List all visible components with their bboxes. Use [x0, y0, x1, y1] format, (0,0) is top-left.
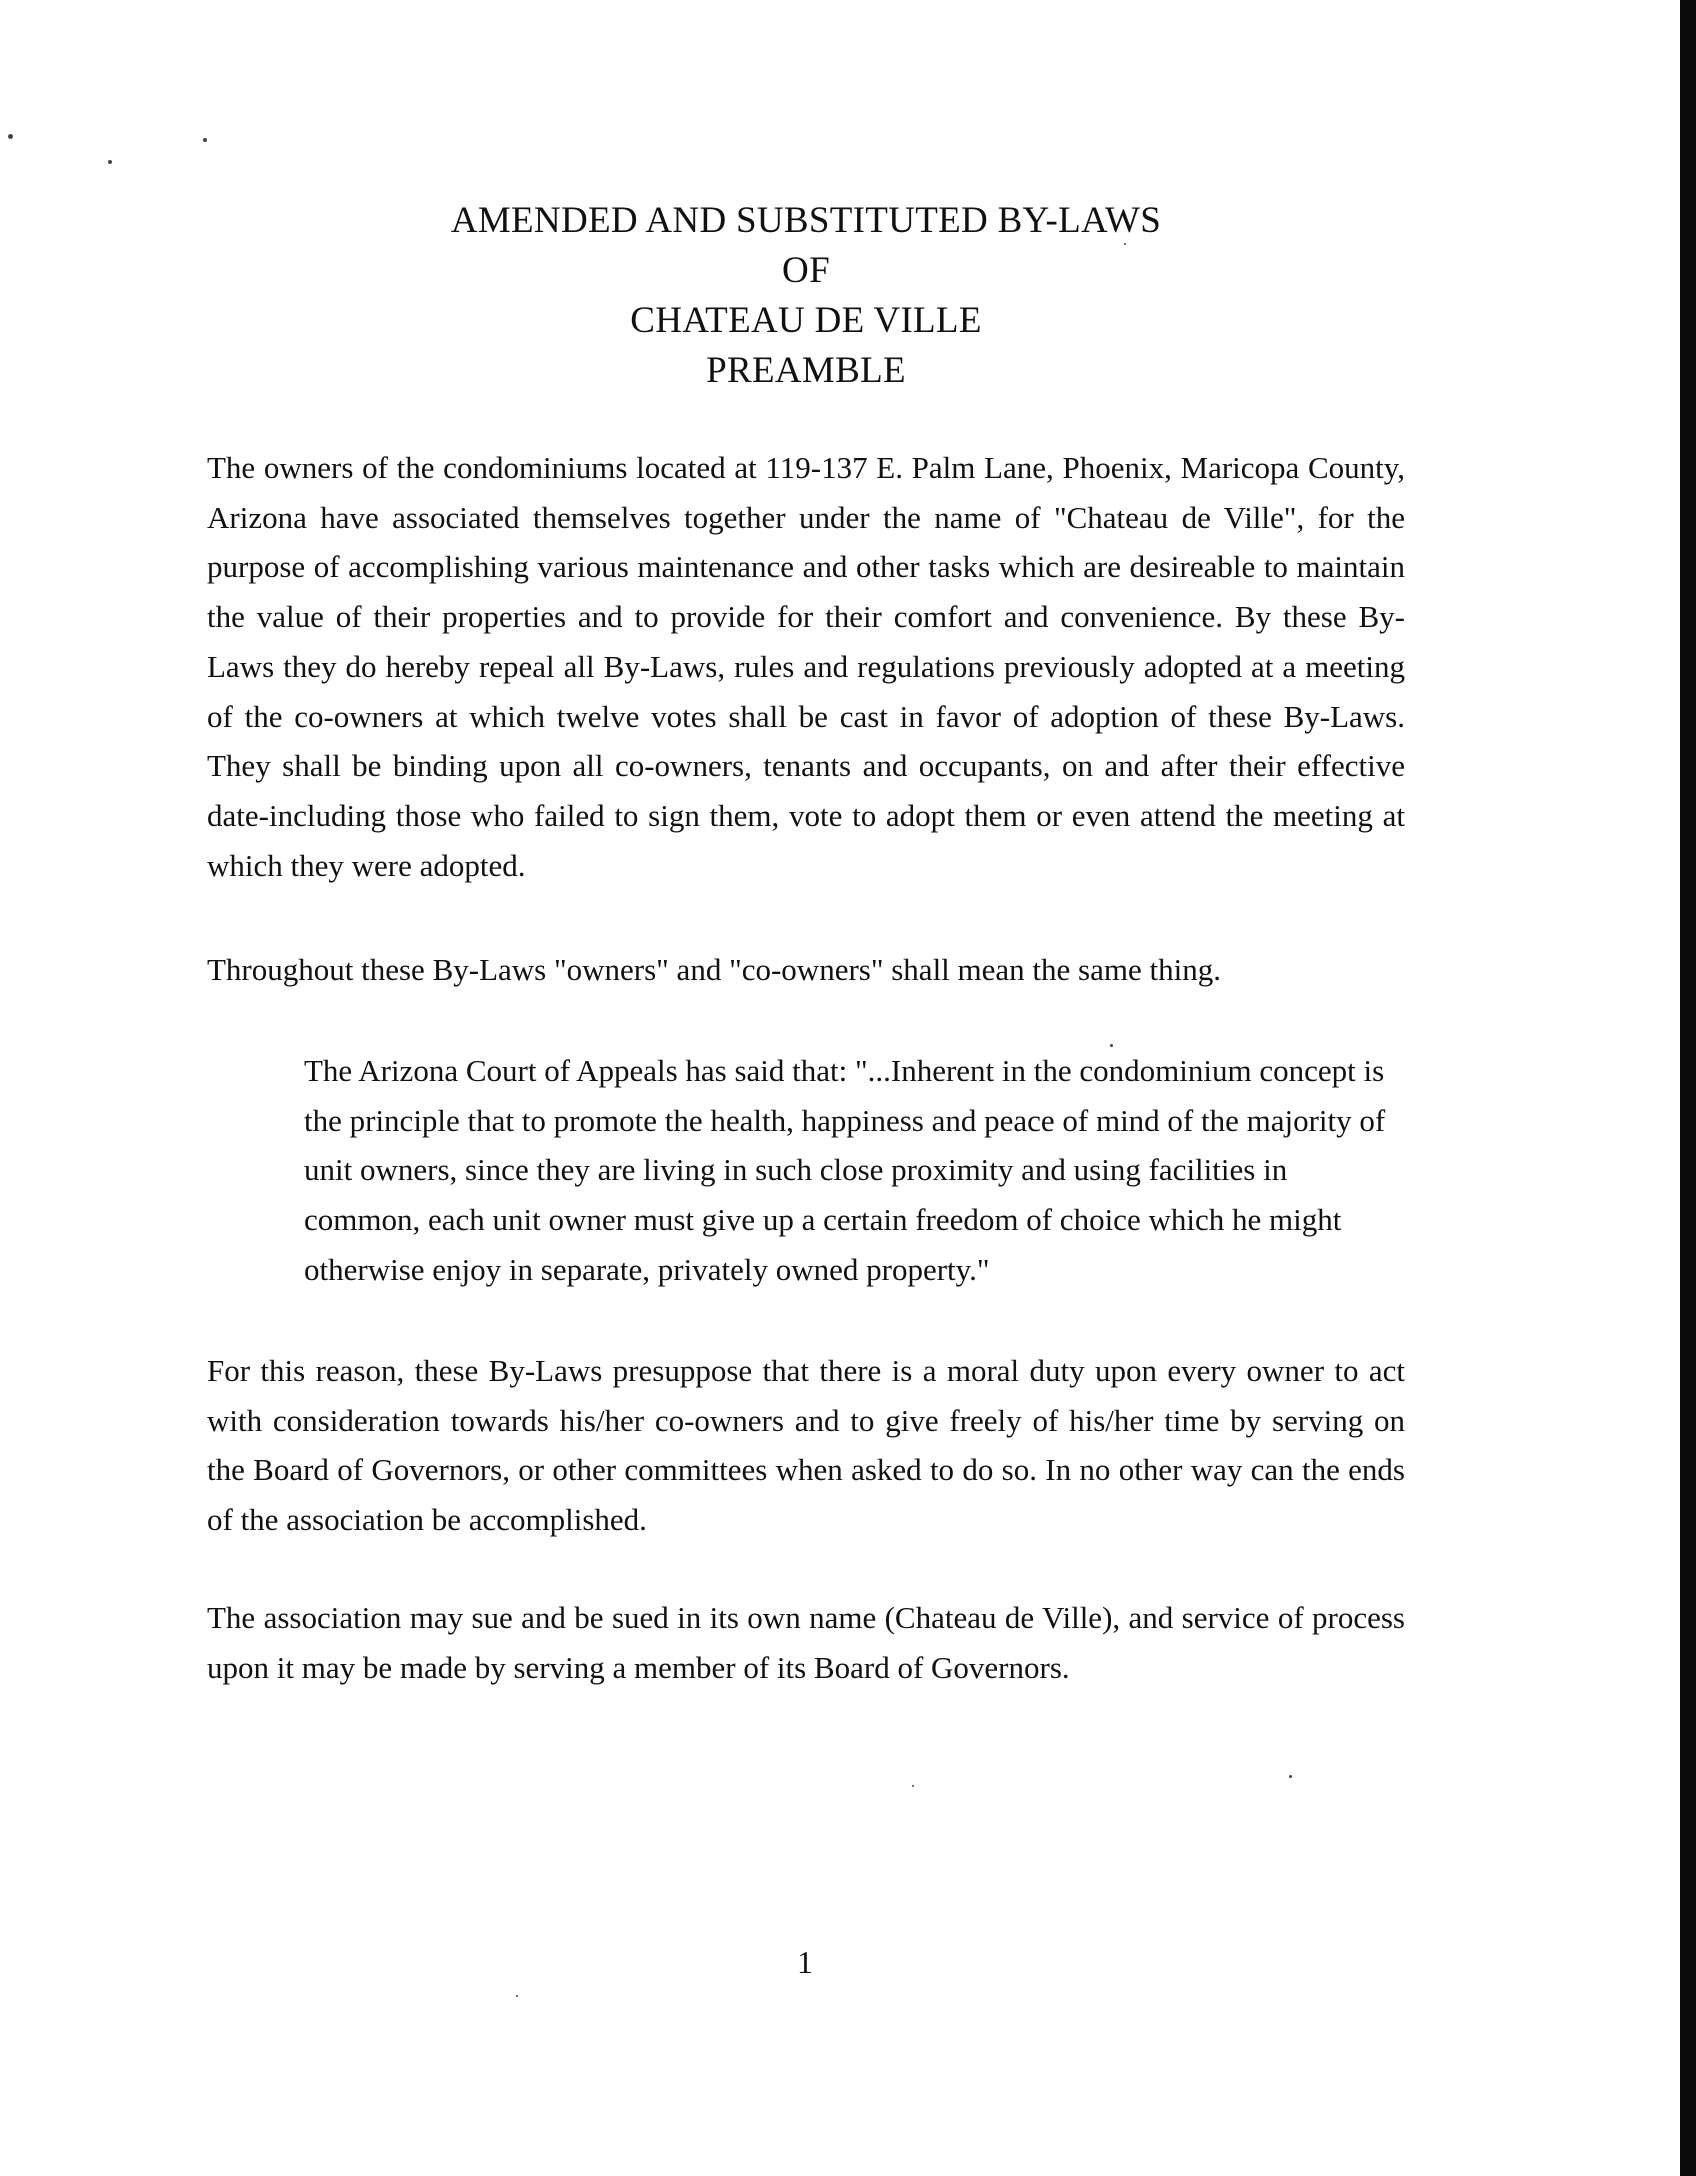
scan-speck [516, 1995, 518, 1997]
scan-speck [203, 138, 207, 142]
scan-speck [912, 1785, 914, 1787]
scan-speck [1124, 243, 1126, 245]
page-number: 1 [797, 1944, 813, 1980]
document-title [0, 196, 1612, 396]
title-line-of: OF [782, 250, 830, 291]
paragraph-legal-service: The association may sue and be sued in its own name (Chateau de Ville), and service of process upon it may be made by serving a member of its Board of Governors. [207, 1600, 1405, 1685]
scan-speck [108, 160, 112, 164]
paragraph-moral-duty: For this reason, these By-Laws presuppose that there is a moral duty upon every owner to act with consideration towards his/her co-owners and to give freely of his/her time by serving on the Board of Governors, or other committees when asked to do so. In no other way can the ends of the association be accomplished. [207, 1353, 1405, 1538]
scan-speck [1289, 1775, 1292, 1778]
block-quote: The Arizona Court of Appeals has said that: "...Inherent in the condominium concept is the principle that to promote the health, happiness and peace of mind of the majority of unit owners, since they are living in such close proximity and using facilities in common, each unit owner must give up a certain freedom of choice which he might otherwise enjoy in separate, privately owned property." [304, 1053, 1386, 1287]
title-line-preamble: PREAMBLE [706, 350, 906, 391]
title-line-main: AMENDED AND SUBSTITUTED BY-LAWS [450, 200, 1162, 241]
scan-speck [1110, 1044, 1113, 1047]
paragraph-intro: The owners of the condominiums located at 119-137 E. Palm Lane, Phoenix, Maricopa County, Arizona have associated themselves together under the name of "Chateau de Ville", for the purpose of accomplishing various maintenance and other tasks which are desireable to maintain the value of their properties and to provide for their comfort and convenience. By these By-Laws they do hereby repeal all By-Laws, rules and regulations previously adopted at a meeting of the co-owners at which twelve votes shall be cast in favor of adoption of these By-Laws. They shall be binding upon all co-owners, tenants and occupants, on and after their effective date-including those who failed to sign them, vote to adopt them or even attend the meeting at which they were adopted. [207, 450, 1405, 883]
paragraph-definition: Throughout these By-Laws "owners" and "co-owners" shall mean the same thing. [207, 952, 1221, 987]
title-line-name: CHATEAU DE VILLE [630, 300, 982, 341]
scan-speck [8, 134, 13, 139]
scan-border [1680, 0, 1696, 2176]
